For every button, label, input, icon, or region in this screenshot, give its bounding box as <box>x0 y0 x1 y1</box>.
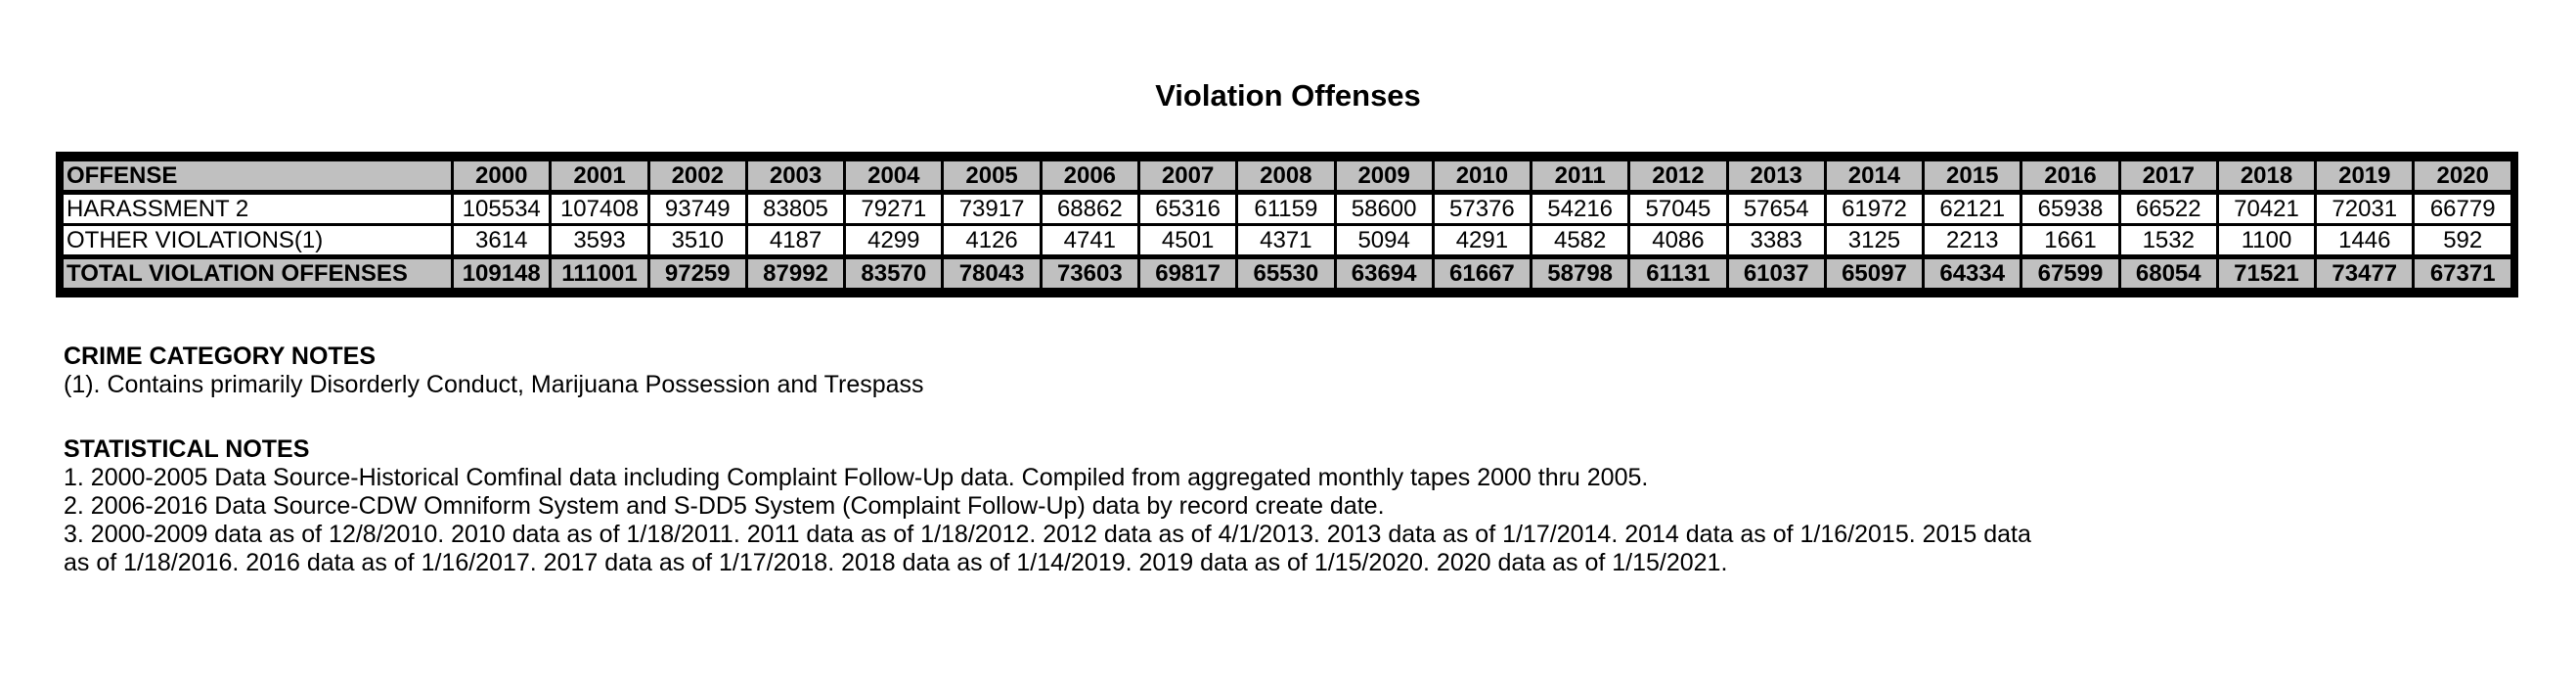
value-cell: 61131 <box>1629 257 1727 291</box>
value-cell: 65097 <box>1825 257 1923 291</box>
row-label: HARASSMENT 2 <box>63 193 453 225</box>
header-year: 2018 <box>2217 160 2315 193</box>
value-cell: 4126 <box>943 225 1041 257</box>
stat-note-line: as of 1/18/2016. 2016 data as of 1/16/2017. 2017 data as of 1/17/2018. 2018 data as of 1/14/2019. 2019 data as of 1/15/2020. 2020 data as of 1/15/2021. <box>64 549 1728 576</box>
stat-note-line: 1. 2000-2005 Data Source-Historical Comfinal data including Complaint Follow-Up data. Compiled from aggregated monthly tapes 2000 thru 2005. <box>64 464 1649 491</box>
value-cell: 61667 <box>1433 257 1531 291</box>
header-year: 2014 <box>1825 160 1923 193</box>
offense-table-frame <box>56 152 2518 297</box>
table-row <box>63 225 2512 257</box>
value-cell: 4371 <box>1237 225 1335 257</box>
value-cell: 58600 <box>1335 193 1433 225</box>
table-header-row <box>63 160 2512 193</box>
value-cell: 58798 <box>1532 257 1629 291</box>
header-year: 2006 <box>1041 160 1138 193</box>
value-cell: 1532 <box>2119 225 2217 257</box>
value-cell: 68054 <box>2119 257 2217 291</box>
value-cell: 61159 <box>1237 193 1335 225</box>
stat-notes-heading: STATISTICAL NOTES <box>64 435 310 463</box>
header-year: 2017 <box>2119 160 2217 193</box>
value-cell: 68862 <box>1041 193 1138 225</box>
header-year: 2005 <box>943 160 1041 193</box>
crime-notes-heading: CRIME CATEGORY NOTES <box>64 342 377 370</box>
row-label: TOTAL VIOLATION OFFENSES <box>63 257 453 291</box>
header-year: 2013 <box>1727 160 1825 193</box>
value-cell: 57376 <box>1433 193 1531 225</box>
value-cell: 66522 <box>2119 193 2217 225</box>
table-total-row <box>63 257 2512 291</box>
value-cell: 4086 <box>1629 225 1727 257</box>
value-cell: 2213 <box>1924 225 2021 257</box>
header-year: 2003 <box>746 160 844 193</box>
value-cell: 54216 <box>1532 193 1629 225</box>
value-cell: 4299 <box>845 225 943 257</box>
crime-note-line: (1). Contains primarily Disorderly Conduct, Marijuana Possession and Trespass <box>64 371 924 398</box>
value-cell: 3510 <box>648 225 746 257</box>
value-cell: 66779 <box>2414 193 2512 225</box>
value-cell: 3614 <box>453 225 551 257</box>
value-cell: 83570 <box>845 257 943 291</box>
value-cell: 97259 <box>648 257 746 291</box>
value-cell: 4187 <box>746 225 844 257</box>
value-cell: 107408 <box>551 193 648 225</box>
value-cell: 3383 <box>1727 225 1825 257</box>
value-cell: 3593 <box>551 225 648 257</box>
value-cell: 109148 <box>453 257 551 291</box>
value-cell: 3125 <box>1825 225 1923 257</box>
value-cell: 57045 <box>1629 193 1727 225</box>
value-cell: 111001 <box>551 257 648 291</box>
header-year: 2016 <box>2021 160 2119 193</box>
value-cell: 73477 <box>2316 257 2414 291</box>
value-cell: 4501 <box>1138 225 1236 257</box>
crime-notes-lines <box>64 371 2411 399</box>
value-cell: 65938 <box>2021 193 2119 225</box>
value-cell: 62121 <box>1924 193 2021 225</box>
value-cell: 1100 <box>2217 225 2315 257</box>
value-cell: 4741 <box>1041 225 1138 257</box>
value-cell: 70421 <box>2217 193 2315 225</box>
header-year: 2011 <box>1532 160 1629 193</box>
header-year: 2012 <box>1629 160 1727 193</box>
value-cell: 71521 <box>2217 257 2315 291</box>
value-cell: 73603 <box>1041 257 1138 291</box>
value-cell: 67599 <box>2021 257 2119 291</box>
stat-note-line: 3. 2000-2009 data as of 12/8/2010. 2010 data as of 1/18/2011. 2011 data as of 1/18/2012. 2012 data as of 4/1/2013. 2013 data as of 1/17/2014. 2014 data as of 1/16/2015. 2015 data <box>64 521 2031 548</box>
offense-table <box>61 157 2513 293</box>
value-cell: 83805 <box>746 193 844 225</box>
value-cell: 61037 <box>1727 257 1825 291</box>
value-cell: 5094 <box>1335 225 1433 257</box>
header-year: 2019 <box>2316 160 2414 193</box>
value-cell: 72031 <box>2316 193 2414 225</box>
page-title: Violation Offenses <box>1155 78 1421 113</box>
value-cell: 67371 <box>2414 257 2512 291</box>
value-cell: 1446 <box>2316 225 2414 257</box>
value-cell: 61972 <box>1825 193 1923 225</box>
header-year: 2001 <box>551 160 648 193</box>
value-cell: 4582 <box>1532 225 1629 257</box>
header-year: 2008 <box>1237 160 1335 193</box>
value-cell: 592 <box>2414 225 2512 257</box>
value-cell: 105534 <box>453 193 551 225</box>
row-label: OTHER VIOLATIONS(1) <box>63 225 453 257</box>
value-cell: 87992 <box>746 257 844 291</box>
table-row <box>63 193 2512 225</box>
value-cell: 57654 <box>1727 193 1825 225</box>
stat-notes-lines <box>64 464 2411 577</box>
header-year: 2020 <box>2414 160 2512 193</box>
value-cell: 65316 <box>1138 193 1236 225</box>
value-cell: 4291 <box>1433 225 1531 257</box>
header-year: 2010 <box>1433 160 1531 193</box>
header-year: 2004 <box>845 160 943 193</box>
value-cell: 79271 <box>845 193 943 225</box>
value-cell: 65530 <box>1237 257 1335 291</box>
value-cell: 64334 <box>1924 257 2021 291</box>
header-year: 2002 <box>648 160 746 193</box>
value-cell: 78043 <box>943 257 1041 291</box>
notes-section <box>64 342 2411 577</box>
value-cell: 69817 <box>1138 257 1236 291</box>
header-year: 2009 <box>1335 160 1433 193</box>
value-cell: 1661 <box>2021 225 2119 257</box>
header-year: 2015 <box>1924 160 2021 193</box>
value-cell: 73917 <box>943 193 1041 225</box>
stat-note-line: 2. 2006-2016 Data Source-CDW Omniform System and S-DD5 System (Complaint Follow-Up) data by record create date. <box>64 492 1385 520</box>
header-year: 2000 <box>453 160 551 193</box>
header-year: 2007 <box>1138 160 1236 193</box>
value-cell: 63694 <box>1335 257 1433 291</box>
value-cell: 93749 <box>648 193 746 225</box>
header-offense: OFFENSE <box>63 160 453 193</box>
